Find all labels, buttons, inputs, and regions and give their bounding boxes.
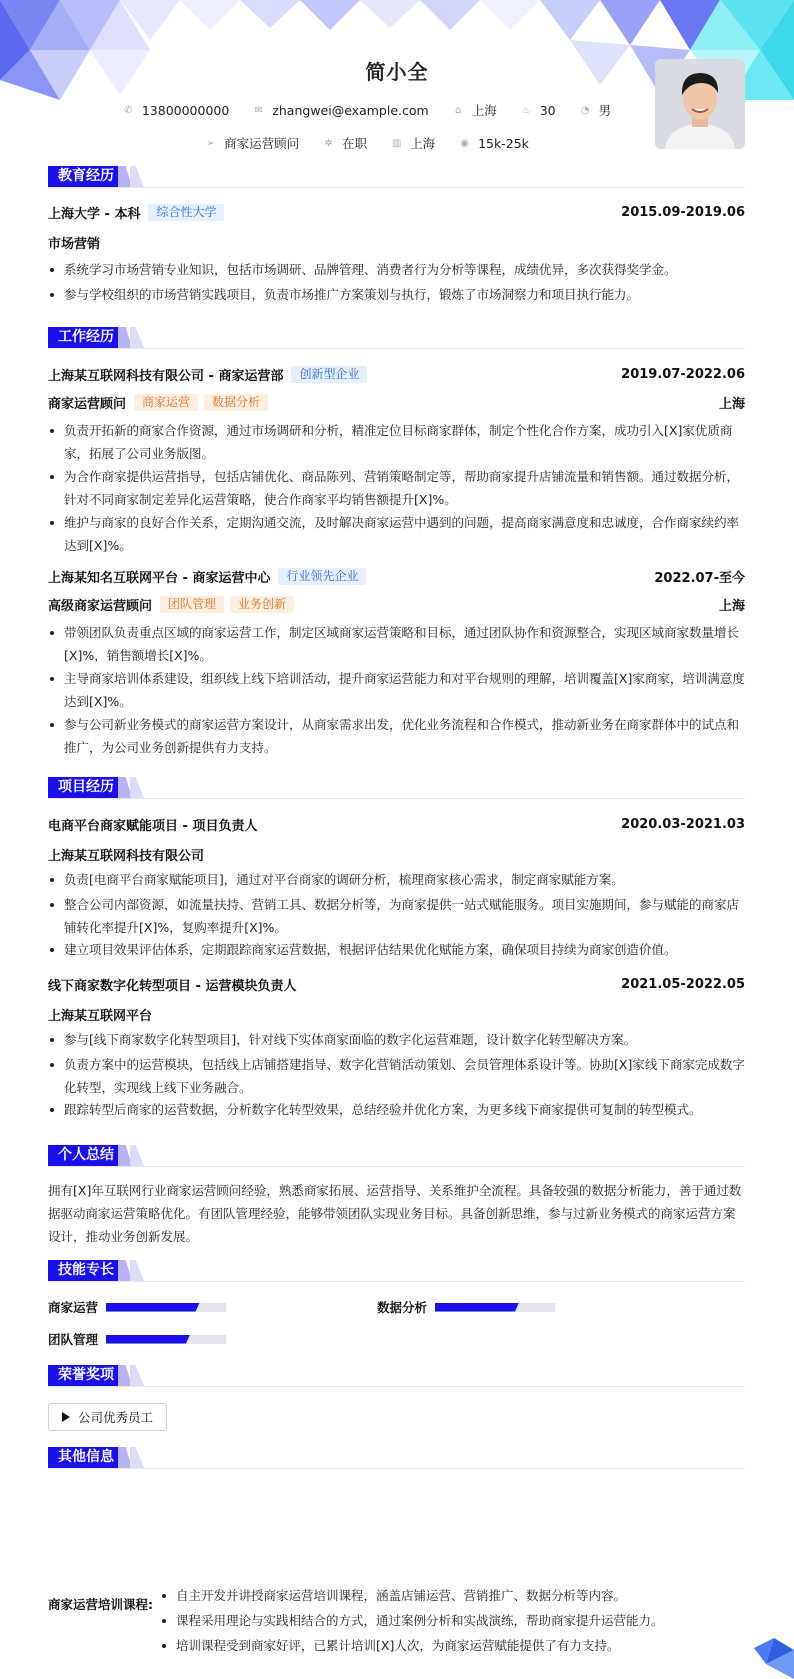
major: 市场营销 <box>48 237 101 252</box>
project-title: 线下商家数字化转型项目 - 运营模块负责人 <box>48 979 297 994</box>
skill-bar-fill <box>106 1335 190 1344</box>
location-item <box>453 101 497 119</box>
award-label: 公司优秀员工 <box>78 1410 154 1425</box>
list-item: 负责开拓新的商家合作资源，通过市场调研和分析，精准定位目标商家群体，制定个性化合作方案，成功引入[X]家优质商家，拓展了公司业务版图。 <box>48 419 745 465</box>
company-name: 上海某互联网科技有限公司 - 商家运营部 <box>48 369 284 384</box>
job-role: 高级商家运营顾问 <box>48 599 153 614</box>
work-city: 上海 <box>718 599 745 614</box>
mail-icon: ✉ <box>254 104 264 116</box>
salary-item <box>459 136 529 151</box>
status-value: 在职 <box>342 136 368 151</box>
list-item: 负责[电商平台商家赋能项目]，通过对平台商家的调研分析，梳理商家核心需求，制定商家赋能方案。 <box>48 868 745 891</box>
award-item <box>48 1403 167 1431</box>
work-period: 2019.07-2022.06 <box>621 367 745 382</box>
section-title-other: 其他信息 <box>48 1447 124 1468</box>
role-tag: 业务创新 <box>230 596 294 613</box>
list-item: 自主开发并讲授商家运营培训课程，涵盖店铺运营、营销推广、数据分析等内容。 <box>160 1584 745 1607</box>
list-item: 系统学习市场营销专业知识，包括市场调研、品牌管理、消费者行为分析等课程，成绩优异，多次获得奖学金。 <box>48 258 745 281</box>
home-icon: ⌂ <box>455 104 462 116</box>
skill-bar <box>106 1303 226 1312</box>
skills-section <box>48 1260 745 1282</box>
section-title-projects: 项目经历 <box>48 777 124 798</box>
project-org: 上海某互联网平台 <box>48 1009 153 1024</box>
school-name: 上海大学 - 本科 <box>48 207 141 222</box>
phone-item <box>123 103 229 118</box>
company-name: 上海某知名互联网平台 - 商家运营中心 <box>48 571 271 586</box>
job-intent-row <box>0 134 734 152</box>
skill-name: 商家运营 <box>48 1300 99 1315</box>
email-item <box>253 103 428 118</box>
skill-bar <box>435 1303 555 1312</box>
gender-value: 男 <box>598 103 612 118</box>
list-item: 负责方案中的运营模块，包括线上店铺搭建指导、数字化营销活动策划、会员管理体系设计等。协助[X]家线下商家完成数字化转型，实现线上线下业务融合。 <box>48 1053 745 1099</box>
list-item: 为合作商家提供运营指导，包括店铺优化、商品陈列、营销策略制定等，帮助商家提升店铺流量和销售额。通过数据分析，针对不同商家制定差异化运营策略，使合作商家平均销售额提升[X]%。 <box>48 465 745 511</box>
projects-section <box>48 777 745 799</box>
school-tag: 综合性大学 <box>148 204 224 221</box>
candidate-name: 简小全 <box>365 60 429 84</box>
skill-bar-fill <box>106 1303 200 1312</box>
list-item: 主导商家培训体系建设，组织线上线下培训活动，提升商家运营能力和对平台规则的理解，培训覆盖[X]家商家，培训满意度达到[X]%。 <box>48 667 745 713</box>
section-title-education: 教育经历 <box>48 166 124 187</box>
age-value: 30 <box>539 102 556 118</box>
other-label: 商家运营培训课程: <box>48 1597 153 1612</box>
section-title-work: 工作经历 <box>48 327 124 348</box>
skill-name: 团队管理 <box>48 1332 99 1347</box>
job-role: 商家运营顾问 <box>48 397 127 412</box>
send-icon: ➢ <box>206 137 215 149</box>
gender-icon: ◔ <box>580 104 590 116</box>
play-icon <box>62 1412 70 1422</box>
education-period: 2015.09-2019.06 <box>621 205 745 220</box>
list-item: 参与[线下商家数字化转型项目]，针对线下实体商家面临的数字化运营难题，设计数字化转型解决方案。 <box>48 1028 745 1051</box>
list-item: 带领团队负责重点区域的商家运营工作，制定区域商家运营策略和目标，通过团队协作和资源整合，实现区域商家数量增长[X]%，销售额增长[X]%。 <box>48 621 745 667</box>
expected-city-item <box>391 134 435 152</box>
expected-city-value: 上海 <box>410 136 436 151</box>
skill-bar-fill <box>435 1303 519 1312</box>
corner-decoration <box>748 1620 794 1679</box>
gear-icon: ✲ <box>324 137 333 149</box>
phone-value: 13800000000 <box>141 102 230 118</box>
skill-item <box>377 1298 555 1316</box>
awards-section <box>48 1365 745 1387</box>
work-period: 2022.07-至今 <box>654 571 745 586</box>
location-value: 上海 <box>471 103 497 118</box>
job-target-item <box>205 134 299 152</box>
summary-section <box>48 1145 745 1167</box>
job-target-value: 商家运营顾问 <box>224 136 300 151</box>
list-item: 跟踪转型后商家的运营数据，分析数字化转型效果，总结经验并优化方案，为更多线下商家提供可复制的转型模式。 <box>48 1098 745 1121</box>
role-tag: 数据分析 <box>204 394 268 411</box>
other-section <box>48 1447 745 1469</box>
skill-item <box>48 1298 226 1316</box>
section-title-awards: 荣誉奖项 <box>48 1365 124 1386</box>
skill-item <box>48 1330 226 1348</box>
phone-icon: ✆ <box>124 104 133 116</box>
summary-text: 拥有[X]年互联网行业商家运营顾问经验，熟悉商家拓展、运营指导、关系维护全流程。具备较强的数据分析能力，善于通过数据驱动商家运营策略优化。有团队管理经验，能够带领团队实现业务目标。具备创新思维，参与过新业务模式的商家运营方案设计，推动业务创新发展。 <box>48 1183 742 1244</box>
coin-icon: ◉ <box>460 137 469 149</box>
list-item: 培训课程受到商家好评，已累计培训[X]人次，为商家运营赋能提供了有力支持。 <box>160 1634 745 1657</box>
project-period: 2020.03-2021.03 <box>621 817 745 832</box>
skill-name: 数据分析 <box>377 1300 428 1315</box>
age-item <box>521 103 556 118</box>
avatar <box>655 59 745 149</box>
building-icon: ▥ <box>391 137 402 149</box>
status-item <box>323 134 367 152</box>
role-tag: 团队管理 <box>160 596 224 613</box>
work-city: 上海 <box>718 397 745 412</box>
list-item: 建立项目效果评估体系，定期跟踪商家运营数据，根据评估结果优化赋能方案，确保项目持续为商家创造价值。 <box>48 938 745 961</box>
list-item: 参与学校组织的市场营销实践项目，负责市场推广方案策划与执行，锻炼了市场洞察力和项目执行能力。 <box>48 283 745 306</box>
role-tag: 商家运营 <box>134 394 198 411</box>
list-item: 维护与商家的良好合作关系，定期沟通交流，及时解决商家运营中遇到的问题，提高商家满意度和忠诚度，合作商家续约率达到[X]%。 <box>48 511 745 557</box>
company-tag: 创新型企业 <box>291 366 367 383</box>
list-item: 整合公司内部资源，如流量扶持、营销工具、数据分析等，为商家提供一站式赋能服务。项目实施期间，参与赋能的商家店铺转化率提升[X]%，复购率提升[X]%。 <box>48 893 745 939</box>
education-section <box>48 166 745 188</box>
company-tag: 行业领先企业 <box>278 568 366 585</box>
section-title-skills: 技能专长 <box>48 1260 124 1281</box>
salary-value: 15k-25k <box>478 135 529 151</box>
gender-item <box>580 101 612 119</box>
email-value: zhangwei@example.com <box>272 102 429 118</box>
list-item: 课程采用理论与实践相结合的方式，通过案例分析和实战演练，帮助商家提升运营能力。 <box>160 1609 745 1632</box>
project-org: 上海某互联网科技有限公司 <box>48 849 205 864</box>
skill-bar <box>106 1335 226 1344</box>
education-header <box>48 203 745 222</box>
project-period: 2021.05-2022.05 <box>621 977 745 992</box>
cake-icon: ♨ <box>521 104 531 116</box>
contact-row <box>0 101 734 119</box>
project-title: 电商平台商家赋能项目 - 项目负责人 <box>48 819 258 834</box>
section-title-summary: 个人总结 <box>48 1145 124 1166</box>
list-item: 参与公司新业务模式的商家运营方案设计，从商家需求出发，优化业务流程和合作模式，推动新业务在商家群体中的试点和推广，为公司业务创新提供有力支持。 <box>48 713 745 759</box>
work-section <box>48 327 745 349</box>
